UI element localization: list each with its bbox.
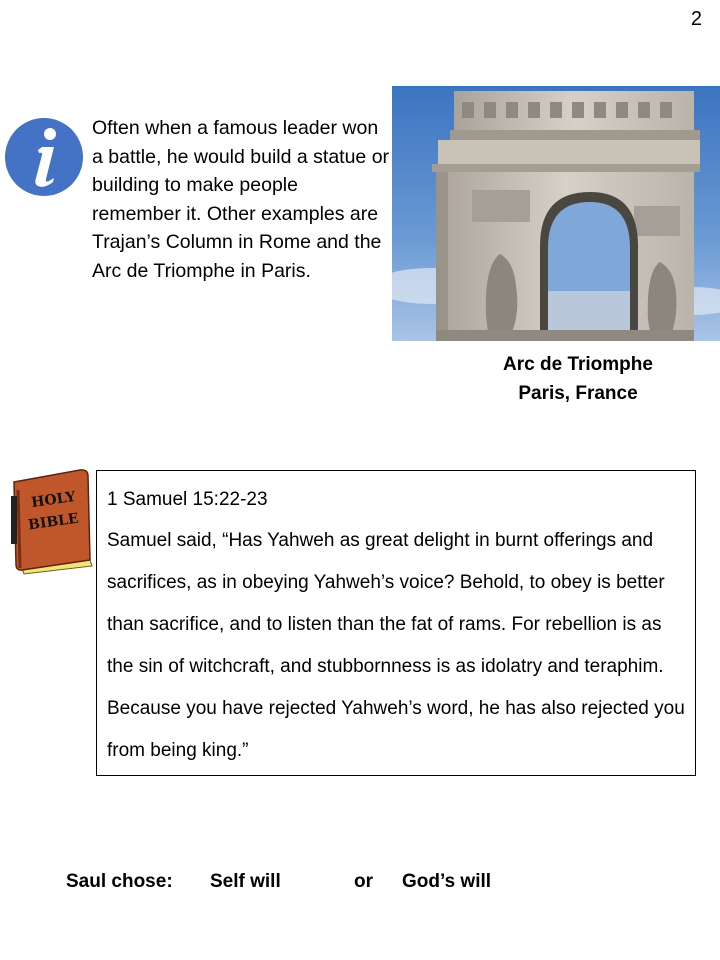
choice-self-will: Self will — [210, 871, 281, 892]
info-icon — [4, 117, 84, 197]
photo-caption — [438, 350, 718, 408]
scripture-text: Samuel said, “Has Yahweh as great delight in burnt offerings and sacrifices, as in obeying Yahweh’s voice? Behold, to obey is better than sacrifice, and to listen than the fat of rams. For rebellion is as the sin of witchcraft, and stubbornness is as idolatry and teraphim. Because you have rejected Yahweh’s word, he has also rejected you from being king.” — [107, 530, 685, 761]
holy-bible-icon — [8, 468, 94, 576]
choice-separator: or — [354, 871, 373, 892]
scripture-box — [96, 470, 696, 776]
bible-label-bible: BIBLE — [27, 510, 80, 534]
info-text: Often when a famous leader won a battle, he would build a statue or building to make people remember it. Other examples are Trajan’s Column in Rome and the Arc de Triomphe in Paris. — [92, 117, 390, 282]
page-number: 2 — [690, 8, 702, 30]
bible-label-holy: HOLY — [30, 489, 77, 512]
choice-label: Saul chose: — [66, 871, 173, 892]
arc-de-triomphe-photo — [392, 86, 720, 341]
caption-title: Arc de Triomphe — [503, 354, 653, 375]
caption-location: Paris, France — [518, 383, 638, 404]
choice-gods-will: God’s will — [402, 871, 492, 892]
scripture-reference: 1 Samuel 15:22-23 — [107, 489, 268, 510]
